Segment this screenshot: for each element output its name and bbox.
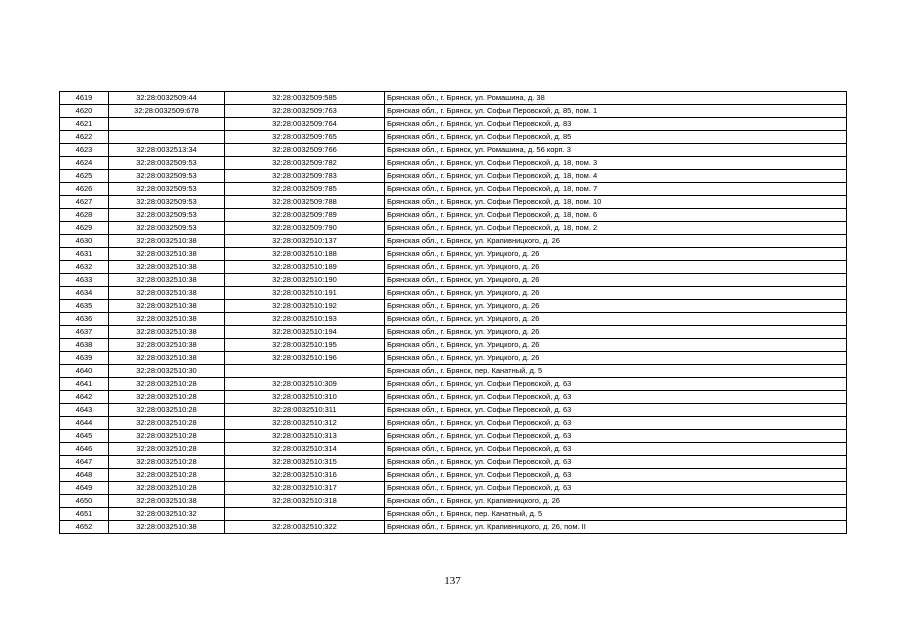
row-number-cell: 4648 xyxy=(60,469,109,482)
table-row xyxy=(60,105,847,118)
table-row xyxy=(60,274,847,287)
land-cadastral-number-cell: 32:28:0032510:28 xyxy=(109,404,225,417)
table-row xyxy=(60,443,847,456)
land-cadastral-number-cell: 32:28:0032510:28 xyxy=(109,456,225,469)
land-cadastral-number-cell: 32:28:0032510:38 xyxy=(109,287,225,300)
table-row xyxy=(60,118,847,131)
object-cadastral-number-cell: 32:28:0032510:318 xyxy=(225,495,385,508)
object-cadastral-number-cell: 32:28:0032510:137 xyxy=(225,235,385,248)
object-cadastral-number-cell: 32:28:0032510:314 xyxy=(225,443,385,456)
object-cadastral-number-cell: 32:28:0032509:785 xyxy=(225,183,385,196)
registry-table-body xyxy=(60,92,847,534)
address-cell: Брянская обл., г. Брянск, ул. Софьи Перовской, д. 63 xyxy=(385,456,847,469)
address-cell: Брянская обл., г. Брянск, ул. Софьи Перовской, д. 18, пом. 4 xyxy=(385,170,847,183)
table-row xyxy=(60,430,847,443)
address-cell: Брянская обл., г. Брянск, ул. Софьи Перовской, д. 18, пом. 3 xyxy=(385,157,847,170)
address-cell: Брянская обл., г. Брянск, ул. Ромашина, д. 38 xyxy=(385,92,847,105)
object-cadastral-number-cell xyxy=(225,365,385,378)
address-cell: Брянская обл., г. Брянск, ул. Крапивницкого, д. 26 xyxy=(385,235,847,248)
table-row xyxy=(60,508,847,521)
object-cadastral-number-cell: 32:28:0032510:192 xyxy=(225,300,385,313)
row-number-cell: 4652 xyxy=(60,521,109,534)
address-cell: Брянская обл., г. Брянск, пер. Канатный, д. 5 xyxy=(385,508,847,521)
table-row xyxy=(60,365,847,378)
row-number-cell: 4643 xyxy=(60,404,109,417)
table-row xyxy=(60,391,847,404)
address-cell: Брянская обл., г. Брянск, ул. Софьи Перовской, д. 63 xyxy=(385,443,847,456)
object-cadastral-number-cell: 32:28:0032509:782 xyxy=(225,157,385,170)
land-cadastral-number-cell: 32:28:0032510:38 xyxy=(109,313,225,326)
object-cadastral-number-cell: 32:28:0032510:190 xyxy=(225,274,385,287)
land-cadastral-number-cell: 32:28:0032510:38 xyxy=(109,495,225,508)
table-row xyxy=(60,352,847,365)
table-row xyxy=(60,495,847,508)
row-number-cell: 4634 xyxy=(60,287,109,300)
land-cadastral-number-cell: 32:28:0032510:38 xyxy=(109,248,225,261)
row-number-cell: 4636 xyxy=(60,313,109,326)
land-cadastral-number-cell: 32:28:0032509:53 xyxy=(109,222,225,235)
address-cell: Брянская обл., г. Брянск, ул. Урицкого, д. 26 xyxy=(385,352,847,365)
row-number-cell: 4622 xyxy=(60,131,109,144)
table-row xyxy=(60,482,847,495)
table-row xyxy=(60,300,847,313)
object-cadastral-number-cell: 32:28:0032510:315 xyxy=(225,456,385,469)
address-cell: Брянская обл., г. Брянск, ул. Софьи Перовской, д. 63 xyxy=(385,404,847,417)
object-cadastral-number-cell: 32:28:0032510:309 xyxy=(225,378,385,391)
object-cadastral-number-cell: 32:28:0032509:585 xyxy=(225,92,385,105)
object-cadastral-number-cell: 32:28:0032510:194 xyxy=(225,326,385,339)
row-number-cell: 4626 xyxy=(60,183,109,196)
object-cadastral-number-cell: 32:28:0032509:765 xyxy=(225,131,385,144)
land-cadastral-number-cell: 32:28:0032510:38 xyxy=(109,235,225,248)
row-number-cell: 4649 xyxy=(60,482,109,495)
row-number-cell: 4641 xyxy=(60,378,109,391)
table-row xyxy=(60,326,847,339)
land-cadastral-number-cell xyxy=(109,131,225,144)
land-cadastral-number-cell: 32:28:0032510:30 xyxy=(109,365,225,378)
table-row xyxy=(60,235,847,248)
land-cadastral-number-cell: 32:28:0032510:38 xyxy=(109,339,225,352)
address-cell: Брянская обл., г. Брянск, ул. Софьи Перовской, д. 18, пом. 2 xyxy=(385,222,847,235)
object-cadastral-number-cell: 32:28:0032510:189 xyxy=(225,261,385,274)
address-cell: Брянская обл., г. Брянск, ул. Урицкого, д. 26 xyxy=(385,261,847,274)
object-cadastral-number-cell: 32:28:0032510:310 xyxy=(225,391,385,404)
table-row xyxy=(60,261,847,274)
row-number-cell: 4624 xyxy=(60,157,109,170)
row-number-cell: 4620 xyxy=(60,105,109,118)
row-number-cell: 4647 xyxy=(60,456,109,469)
row-number-cell: 4640 xyxy=(60,365,109,378)
land-cadastral-number-cell: 32:28:0032510:28 xyxy=(109,430,225,443)
address-cell: Брянская обл., г. Брянск, пер. Канатный, д. 5 xyxy=(385,365,847,378)
address-cell: Брянская обл., г. Брянск, ул. Урицкого, д. 26 xyxy=(385,313,847,326)
address-cell: Брянская обл., г. Брянск, ул. Урицкого, д. 26 xyxy=(385,326,847,339)
address-cell: Брянская обл., г. Брянск, ул. Софьи Перовской, д. 63 xyxy=(385,482,847,495)
address-cell: Брянская обл., г. Брянск, ул. Урицкого, д. 26 xyxy=(385,339,847,352)
row-number-cell: 4631 xyxy=(60,248,109,261)
row-number-cell: 4638 xyxy=(60,339,109,352)
row-number-cell: 4637 xyxy=(60,326,109,339)
land-cadastral-number-cell: 32:28:0032509:53 xyxy=(109,196,225,209)
object-cadastral-number-cell: 32:28:0032509:783 xyxy=(225,170,385,183)
object-cadastral-number-cell: 32:28:0032510:322 xyxy=(225,521,385,534)
land-cadastral-number-cell: 32:28:0032513:34 xyxy=(109,144,225,157)
object-cadastral-number-cell: 32:28:0032510:316 xyxy=(225,469,385,482)
address-cell: Брянская обл., г. Брянск, ул. Софьи Перовской, д. 63 xyxy=(385,430,847,443)
row-number-cell: 4633 xyxy=(60,274,109,287)
land-cadastral-number-cell: 32:28:0032509:53 xyxy=(109,209,225,222)
address-cell: Брянская обл., г. Брянск, ул. Софьи Перовской, д. 85 xyxy=(385,131,847,144)
row-number-cell: 4625 xyxy=(60,170,109,183)
table-row xyxy=(60,469,847,482)
table-row xyxy=(60,183,847,196)
table-row xyxy=(60,339,847,352)
object-cadastral-number-cell: 32:28:0032510:313 xyxy=(225,430,385,443)
land-cadastral-number-cell: 32:28:0032510:38 xyxy=(109,521,225,534)
row-number-cell: 4627 xyxy=(60,196,109,209)
row-number-cell: 4650 xyxy=(60,495,109,508)
object-cadastral-number-cell xyxy=(225,508,385,521)
object-cadastral-number-cell: 32:28:0032510:188 xyxy=(225,248,385,261)
land-cadastral-number-cell: 32:28:0032510:38 xyxy=(109,326,225,339)
object-cadastral-number-cell: 32:28:0032509:788 xyxy=(225,196,385,209)
table-row xyxy=(60,521,847,534)
land-cadastral-number-cell: 32:28:0032510:32 xyxy=(109,508,225,521)
table-row xyxy=(60,209,847,222)
land-cadastral-number-cell: 32:28:0032510:28 xyxy=(109,443,225,456)
row-number-cell: 4623 xyxy=(60,144,109,157)
row-number-cell: 4632 xyxy=(60,261,109,274)
object-cadastral-number-cell: 32:28:0032509:763 xyxy=(225,105,385,118)
land-cadastral-number-cell: 32:28:0032509:678 xyxy=(109,105,225,118)
land-cadastral-number-cell: 32:28:0032510:28 xyxy=(109,482,225,495)
land-cadastral-number-cell: 32:28:0032510:28 xyxy=(109,391,225,404)
address-cell: Брянская обл., г. Брянск, ул. Ромашина, д. 56 корп. 3 xyxy=(385,144,847,157)
table-row xyxy=(60,404,847,417)
table-row xyxy=(60,222,847,235)
land-cadastral-number-cell: 32:28:0032510:38 xyxy=(109,300,225,313)
land-cadastral-number-cell: 32:28:0032509:53 xyxy=(109,157,225,170)
address-cell: Брянская обл., г. Брянск, ул. Крапивницкого, д. 26 xyxy=(385,495,847,508)
object-cadastral-number-cell: 32:28:0032509:766 xyxy=(225,144,385,157)
row-number-cell: 4629 xyxy=(60,222,109,235)
address-cell: Брянская обл., г. Брянск, ул. Софьи Перовской, д. 63 xyxy=(385,417,847,430)
object-cadastral-number-cell: 32:28:0032510:191 xyxy=(225,287,385,300)
object-cadastral-number-cell: 32:28:0032510:311 xyxy=(225,404,385,417)
land-cadastral-number-cell: 32:28:0032509:53 xyxy=(109,183,225,196)
land-cadastral-number-cell: 32:28:0032510:38 xyxy=(109,274,225,287)
land-cadastral-number-cell: 32:28:0032510:28 xyxy=(109,417,225,430)
row-number-cell: 4628 xyxy=(60,209,109,222)
table-row xyxy=(60,131,847,144)
row-number-cell: 4645 xyxy=(60,430,109,443)
land-cadastral-number-cell: 32:28:0032510:38 xyxy=(109,261,225,274)
row-number-cell: 4639 xyxy=(60,352,109,365)
table-row xyxy=(60,287,847,300)
table-row xyxy=(60,92,847,105)
object-cadastral-number-cell: 32:28:0032509:764 xyxy=(225,118,385,131)
land-cadastral-number-cell: 32:28:0032510:28 xyxy=(109,378,225,391)
object-cadastral-number-cell: 32:28:0032510:317 xyxy=(225,482,385,495)
land-cadastral-number-cell xyxy=(109,118,225,131)
row-number-cell: 4635 xyxy=(60,300,109,313)
address-cell: Брянская обл., г. Брянск, ул. Урицкого, д. 26 xyxy=(385,287,847,300)
row-number-cell: 4621 xyxy=(60,118,109,131)
table-row xyxy=(60,313,847,326)
row-number-cell: 4642 xyxy=(60,391,109,404)
land-cadastral-number-cell: 32:28:0032510:28 xyxy=(109,469,225,482)
address-cell: Брянская обл., г. Брянск, ул. Урицкого, д. 26 xyxy=(385,248,847,261)
address-cell: Брянская обл., г. Брянск, ул. Крапивницкого, д. 26, пом. II xyxy=(385,521,847,534)
address-cell: Брянская обл., г. Брянск, ул. Софьи Перовской, д. 85, пом. 1 xyxy=(385,105,847,118)
address-cell: Брянская обл., г. Брянск, ул. Софьи Перовской, д. 63 xyxy=(385,378,847,391)
object-cadastral-number-cell: 32:28:0032510:312 xyxy=(225,417,385,430)
table-row xyxy=(60,378,847,391)
page-number: 137 xyxy=(444,575,461,587)
table-row xyxy=(60,196,847,209)
registry-table xyxy=(59,91,847,534)
land-cadastral-number-cell: 32:28:0032509:44 xyxy=(109,92,225,105)
object-cadastral-number-cell: 32:28:0032510:195 xyxy=(225,339,385,352)
object-cadastral-number-cell: 32:28:0032509:790 xyxy=(225,222,385,235)
row-number-cell: 4651 xyxy=(60,508,109,521)
table-row xyxy=(60,248,847,261)
table-row xyxy=(60,144,847,157)
address-cell: Брянская обл., г. Брянск, ул. Софьи Перовской, д. 63 xyxy=(385,391,847,404)
object-cadastral-number-cell: 32:28:0032510:193 xyxy=(225,313,385,326)
row-number-cell: 4646 xyxy=(60,443,109,456)
table-row xyxy=(60,170,847,183)
row-number-cell: 4630 xyxy=(60,235,109,248)
row-number-cell: 4644 xyxy=(60,417,109,430)
address-cell: Брянская обл., г. Брянск, ул. Софьи Перовской, д. 18, пом. 6 xyxy=(385,209,847,222)
row-number-cell: 4619 xyxy=(60,92,109,105)
address-cell: Брянская обл., г. Брянск, ул. Софьи Перовской, д. 63 xyxy=(385,469,847,482)
table-row xyxy=(60,157,847,170)
address-cell: Брянская обл., г. Брянск, ул. Урицкого, д. 26 xyxy=(385,274,847,287)
address-cell: Брянская обл., г. Брянск, ул. Урицкого, д. 26 xyxy=(385,300,847,313)
address-cell: Брянская обл., г. Брянск, ул. Софьи Перовской, д. 83 xyxy=(385,118,847,131)
object-cadastral-number-cell: 32:28:0032510:196 xyxy=(225,352,385,365)
table-row xyxy=(60,456,847,469)
table-row xyxy=(60,417,847,430)
address-cell: Брянская обл., г. Брянск, ул. Софьи Перовской, д. 18, пом. 7 xyxy=(385,183,847,196)
land-cadastral-number-cell: 32:28:0032509:53 xyxy=(109,170,225,183)
land-cadastral-number-cell: 32:28:0032510:38 xyxy=(109,352,225,365)
address-cell: Брянская обл., г. Брянск, ул. Софьи Перовской, д. 18, пом. 10 xyxy=(385,196,847,209)
object-cadastral-number-cell: 32:28:0032509:789 xyxy=(225,209,385,222)
